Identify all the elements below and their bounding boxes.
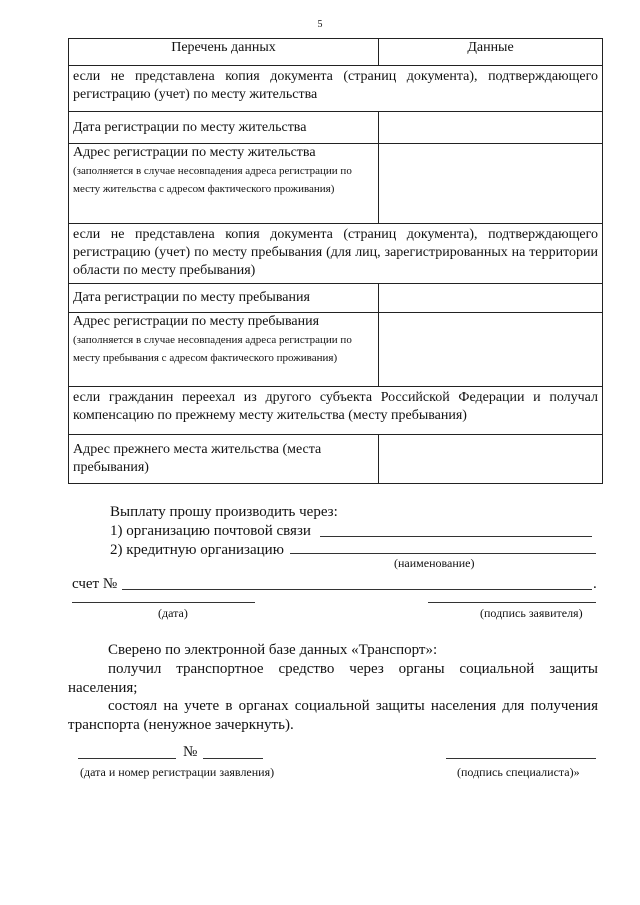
table-row — [69, 144, 603, 224]
date-field[interactable] — [72, 602, 255, 603]
row-label-previous-address: Адрес прежнего места жительства (места пребывания) — [69, 435, 379, 484]
value-residence-date[interactable] — [379, 112, 603, 144]
section-text: если не представлена копия документа (страниц документа), подтверждающего регистрацию (учет) по месту жительства — [69, 66, 603, 112]
caption-registration: (дата и номер регистрации заявления) — [80, 765, 275, 779]
row-label-stay-date: Дата регистрации по месту пребывания — [69, 284, 379, 313]
verification-title: Сверено по электронной базе данных «Транспорт»: — [108, 642, 438, 658]
section-stay-registration — [69, 224, 603, 284]
option-postal: 1) организацию почтовой связи — [110, 523, 311, 539]
registration-date-field[interactable] — [78, 758, 176, 759]
section-text: если не представлена копия документа (страниц документа), подтверждающего регистрацию (учет) по месту пребывания (для лиц, зарегистрированных на территории области по месту пребывания) — [69, 224, 603, 284]
number-sign: № — [183, 744, 198, 760]
table-row — [69, 313, 603, 387]
account-label: счет № — [72, 576, 118, 592]
row-label: Адрес регистрации по месту жительства — [73, 145, 316, 160]
page-number: 5 — [317, 19, 323, 30]
table-header-row — [69, 39, 603, 66]
table-row — [69, 435, 603, 484]
payment-intro: Выплату прошу производить через: — [110, 504, 338, 520]
verification-line2: состоял на учете в органах социальной защиты населения для получения транспорта (ненужное зачеркнуть). — [68, 698, 598, 733]
registration-number-field[interactable] — [203, 758, 263, 759]
caption-date: (дата) — [158, 606, 188, 620]
table-row — [69, 112, 603, 144]
row-note: (заполняется в случае несовпадения адреса регистрации по месту пребывания с адресом фактического проживания) — [73, 334, 352, 364]
value-previous-address[interactable] — [379, 435, 603, 484]
account-field[interactable] — [122, 589, 592, 590]
caption-name: (наименование) — [394, 556, 475, 570]
value-stay-address[interactable] — [379, 313, 603, 387]
section-text: если гражданин переехал из другого субъекта Российской Федерации и получал компенсацию по прежнему месту жительства (месту пребывания) — [69, 387, 603, 435]
account-end: . — [593, 576, 597, 592]
option-credit: 2) кредитную организацию — [110, 542, 284, 558]
row-note: (заполняется в случае несовпадения адреса регистрации по месту жительства с адресом фактического проживания) — [73, 165, 352, 195]
postal-org-field[interactable] — [320, 536, 592, 537]
row-label-residence-address — [69, 144, 379, 224]
caption-specialist-signature: (подпись специалиста)» — [457, 765, 580, 779]
header-data-list: Перечень данных — [69, 39, 379, 66]
section-residence-registration — [69, 66, 603, 112]
row-label: Адрес регистрации по месту пребывания — [73, 314, 320, 329]
data-table — [68, 38, 603, 484]
table-row — [69, 284, 603, 313]
credit-org-field[interactable] — [290, 553, 596, 554]
value-residence-address[interactable] — [379, 144, 603, 224]
applicant-signature-field[interactable] — [428, 602, 596, 603]
section-relocation — [69, 387, 603, 435]
row-label-residence-date: Дата регистрации по месту жительства — [69, 112, 379, 144]
value-stay-date[interactable] — [379, 284, 603, 313]
caption-applicant-signature: (подпись заявителя) — [480, 606, 583, 620]
header-data: Данные — [379, 39, 603, 66]
row-label-stay-address — [69, 313, 379, 387]
specialist-signature-field[interactable] — [446, 758, 596, 759]
verification-line1: получил транспортное средство через органы социальной защиты населения; — [68, 661, 598, 696]
